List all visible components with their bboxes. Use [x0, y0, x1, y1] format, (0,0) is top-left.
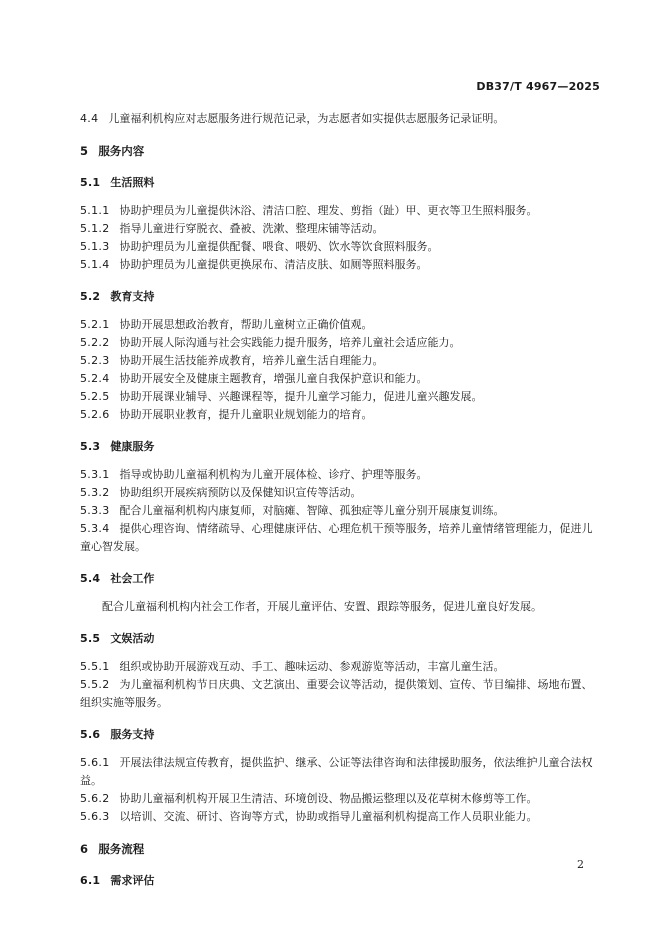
- clause-text: 协助开展课业辅导、兴趣课程等，提升儿童学习能力，促进儿童兴趣发展。: [119, 390, 483, 403]
- subsection-title: 教育支持: [110, 290, 155, 303]
- clause-5-5-2: [80, 676, 600, 712]
- clause-5-2-2: [80, 334, 600, 352]
- subsection-5-2-heading: [80, 288, 600, 306]
- paragraph-5-4: 配合儿童福利机构内社会工作者，开展儿童评估、安置、跟踪等服务，促进儿童良好发展。: [102, 600, 542, 613]
- subsection-number: 5.4: [80, 572, 101, 585]
- clause-number: 5.2.1: [80, 318, 110, 331]
- subsection-title: 服务支持: [110, 728, 155, 741]
- clause-4-4: [80, 110, 600, 128]
- document-body: [80, 110, 600, 890]
- clause-number: 5.1.3: [80, 240, 110, 253]
- section-title: 服务流程: [98, 842, 145, 856]
- subsection-5-5-heading: [80, 630, 600, 648]
- clause-text: 协助开展职业教育，提升儿童职业规划能力的培育。: [119, 408, 373, 421]
- clause-5-1-2: [80, 220, 600, 238]
- clause-number: 5.3.1: [80, 468, 110, 481]
- clause-number: 5.6.3: [80, 810, 110, 823]
- subsection-6-1-heading: [80, 872, 600, 890]
- clause-text: 协助开展人际沟通与社会实践能力提升服务，培养儿童社会适应能力。: [119, 336, 461, 349]
- clause-5-6-1: [80, 754, 600, 790]
- subsection-number: 5.5: [80, 632, 101, 645]
- clause-text: 协助组织开展疾病预防以及保健知识宣传等活动。: [119, 486, 362, 499]
- clause-number: 5.2.6: [80, 408, 110, 421]
- clause-text: 协助开展思想政治教育，帮助儿童树立正确价值观。: [119, 318, 373, 331]
- clause-text: 协助开展安全及健康主题教育，增强儿童自我保护意识和能力。: [119, 372, 428, 385]
- section-title: 服务内容: [98, 144, 145, 158]
- clause-text: 协助护理员为儿童提供配餐、喂食、喂奶、饮水等饮食照料服务。: [119, 240, 439, 253]
- clause-text: 以培训、交流、研讨、咨询等方式，协助或指导儿童福利机构提高工作人员职业能力。: [119, 810, 538, 823]
- clause-5-5-1: [80, 658, 600, 676]
- clause-text: 配合儿童福利机构内康复师，对脑瘫、智障、孤独症等儿童分别开展康复训练。: [119, 504, 505, 517]
- clause-number: 5.1.2: [80, 222, 110, 235]
- clause-number: 5.2.5: [80, 390, 110, 403]
- subsection-5-6-heading: [80, 726, 600, 744]
- subsection-number: 5.6: [80, 728, 101, 741]
- clause-number: 5.6.1: [80, 756, 110, 769]
- clause-5-2-6: [80, 406, 600, 424]
- clause-5-2-1: [80, 316, 600, 334]
- clause-number: 5.1.4: [80, 258, 110, 271]
- clause-5-3-1: [80, 466, 600, 484]
- clause-text: 协助护理员为儿童提供沐浴、清洁口腔、理发、剪指（趾）甲、更衣等卫生照料服务。: [119, 204, 538, 217]
- clause-5-3-3: [80, 502, 600, 520]
- section-number: 6: [80, 842, 89, 856]
- section-6-heading: [80, 840, 600, 858]
- clause-number: 5.5.2: [80, 678, 110, 691]
- clause-5-2-5: [80, 388, 600, 406]
- clause-5-6-3: [80, 808, 600, 826]
- subsection-5-1-heading: [80, 174, 600, 192]
- clause-number: 5.3.3: [80, 504, 110, 517]
- clause-5-1-3: [80, 238, 600, 256]
- clause-text: 儿童福利机构应对志愿服务进行规范记录，为志愿者如实提供志愿服务记录证明。: [108, 112, 505, 125]
- subsection-title: 健康服务: [110, 440, 155, 453]
- subsection-number: 5.2: [80, 290, 101, 303]
- clause-5-6-2: [80, 790, 600, 808]
- clause-5-2-3: [80, 352, 600, 370]
- clause-number: 5.3.2: [80, 486, 110, 499]
- subsection-5-3-heading: [80, 438, 600, 456]
- subsection-number: 6.1: [80, 874, 101, 887]
- clause-5-1-4: [80, 256, 600, 274]
- clause-number: 5.3.4: [80, 522, 110, 535]
- clause-5-3-4: [80, 520, 600, 556]
- clause-text: 提供心理咨询、情绪疏导、心理健康评估、心理危机干预等服务，培养儿童情绪管理能力，促进儿童心智发展。: [80, 522, 593, 553]
- clause-text: 协助护理员为儿童提供更换尿布、清洁皮肤、如厕等照料服务。: [119, 258, 428, 271]
- clause-text: 协助儿童福利机构开展卫生清洁、环境创设、物品搬运整理以及花草树木修剪等工作。: [119, 792, 538, 805]
- subsection-title: 生活照料: [110, 176, 155, 189]
- subsection-title: 社会工作: [110, 572, 155, 585]
- clause-number: 5.6.2: [80, 792, 110, 805]
- clause-number: 5.2.4: [80, 372, 110, 385]
- clause-5-3-2: [80, 484, 600, 502]
- clause-5-1-1: [80, 202, 600, 220]
- clause-number: 4.4: [80, 112, 99, 125]
- clause-text: 指导儿童进行穿脱衣、叠被、洗漱、整理床铺等活动。: [119, 222, 384, 235]
- subsection-5-4-heading: [80, 570, 600, 588]
- clause-text: 协助开展生活技能养成教育，培养儿童生活自理能力。: [119, 354, 384, 367]
- subsection-title: 需求评估: [110, 874, 155, 887]
- clause-number: 5.5.1: [80, 660, 110, 673]
- clause-text: 开展法律法规宣传教育，提供监护、继承、公证等法律咨询和法律援助服务，依法维护儿童合法权益。: [80, 756, 593, 787]
- section-5-heading: [80, 142, 600, 160]
- clause-number: 5.1.1: [80, 204, 110, 217]
- clause-number: 5.2.2: [80, 336, 110, 349]
- clause-number: 5.2.3: [80, 354, 110, 367]
- section-number: 5: [80, 144, 89, 158]
- clause-text: 组织或协助开展游戏互动、手工、趣味运动、参观游览等活动，丰富儿童生活。: [119, 660, 505, 673]
- standard-code: DB37/T 4967—2025: [476, 80, 600, 93]
- clause-5-2-4: [80, 370, 600, 388]
- clause-text: 为儿童福利机构节日庆典、文艺演出、重要会议等活动，提供策划、宣传、节目编排、场地布置、组织实施等服务。: [80, 678, 593, 709]
- subsection-number: 5.3: [80, 440, 101, 453]
- clause-text: 指导或协助儿童福利机构为儿童开展体检、诊疗、护理等服务。: [119, 468, 428, 481]
- subsection-number: 5.1: [80, 176, 101, 189]
- subsection-title: 文娱活动: [110, 632, 155, 645]
- page-number: 2: [577, 858, 584, 871]
